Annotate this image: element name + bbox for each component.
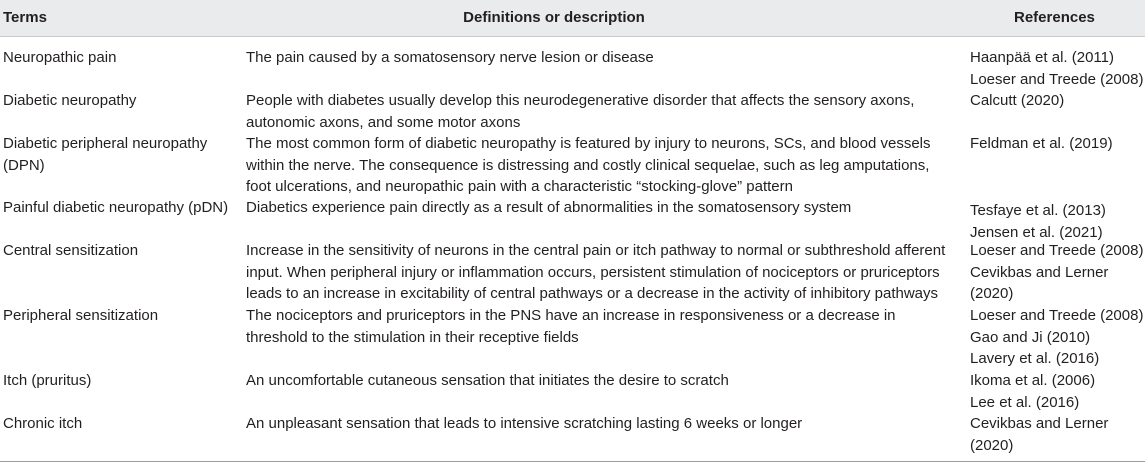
definition-cell: Increase in the sensitivity of neurons in the central pain or itch pathway to normal or subthreshold afferent input. When peripheral injury or inflammation occurs, persistent stimulation of nociceptors or pruriceptors leads to an increase in excitability of central pathways or a decrease in the activity of inhibitory pathways xyxy=(246,242,946,302)
reference: Cevikbas and Lerner xyxy=(970,263,1109,281)
term-cell: Peripheral sensitization xyxy=(3,307,159,324)
table-header xyxy=(0,0,1145,37)
header-references: References xyxy=(1014,9,1095,26)
reference: Gao and Ji (2010) xyxy=(970,328,1091,346)
references-cell xyxy=(970,305,1144,370)
reference: Tesfaye et al. (2013) xyxy=(970,202,1106,219)
reference: Loeser and Treede (2008) xyxy=(970,70,1144,88)
references-cell xyxy=(970,240,1144,305)
definition-cell: The nociceptors and pruriceptors in the PNS have an increase in responsiveness or a decrease in threshold to the stimulation in their receptive fields xyxy=(246,307,896,346)
references-cell xyxy=(970,370,1144,413)
references-cell xyxy=(970,200,1144,243)
term-cell: Neuropathic pain xyxy=(3,49,117,66)
reference: Ikoma et al. (2006) xyxy=(970,372,1096,389)
reference: Haanpää et al. (2011) xyxy=(970,49,1114,66)
term-cell: Chronic itch xyxy=(3,415,83,432)
definition-cell: An uncomfortable cutaneous sensation that initiates the desire to scratch xyxy=(246,372,729,389)
definition-cell: An unpleasant sensation that leads to intensive scratching lasting 6 weeks or longer xyxy=(246,415,803,432)
term-cell: Central sensitization xyxy=(3,242,139,259)
reference: Calcutt (2020) xyxy=(970,92,1065,109)
reference: Feldman et al. (2019) xyxy=(970,135,1113,152)
term-cell: Painful diabetic neuropathy (pDN) xyxy=(3,199,229,216)
references-cell xyxy=(970,413,1144,456)
reference: Cevikbas and Lerner xyxy=(970,415,1109,432)
references-cell xyxy=(970,90,1144,112)
reference: Lee et al. (2016) xyxy=(970,393,1080,411)
reference: Loeser and Treede (2008) xyxy=(970,307,1144,324)
term-cell: Diabetic neuropathy xyxy=(3,92,137,109)
definition-cell: People with diabetes usually develop this neurodegenerative disorder that affects the sensory axons, autonomic axons, and some motor axons xyxy=(246,92,915,131)
reference: (2020) xyxy=(970,436,1014,454)
header-terms: Terms xyxy=(3,9,47,26)
reference: Jensen et al. (2021) xyxy=(970,223,1103,241)
term-cell: Itch (pruritus) xyxy=(3,372,92,389)
term-cell: Diabetic peripheral neuropathy (DPN) xyxy=(3,135,208,174)
references-cell xyxy=(970,47,1144,90)
reference: (2020) xyxy=(970,285,1014,302)
definition-cell: The pain caused by a somatosensory nerve lesion or disease xyxy=(246,49,654,66)
table-bottom-rule xyxy=(0,461,1145,462)
reference: Lavery et al. (2016) xyxy=(970,350,1100,367)
header-definitions: Definitions or description xyxy=(463,9,645,26)
definition-cell: The most common form of diabetic neuropathy is featured by injury to neurons, SCs, and blood vessels within the nerve. The consequence is distressing and costly clinical sequelae, such as leg amputations, foot ulcerations, and neuropathic pain with a characteristic “stocking-glove” pattern xyxy=(246,135,931,195)
reference: Loeser and Treede (2008) xyxy=(970,242,1144,259)
definition-cell: Diabetics experience pain directly as a result of abnormalities in the somatosensory system xyxy=(246,199,852,216)
references-cell xyxy=(970,133,1144,155)
